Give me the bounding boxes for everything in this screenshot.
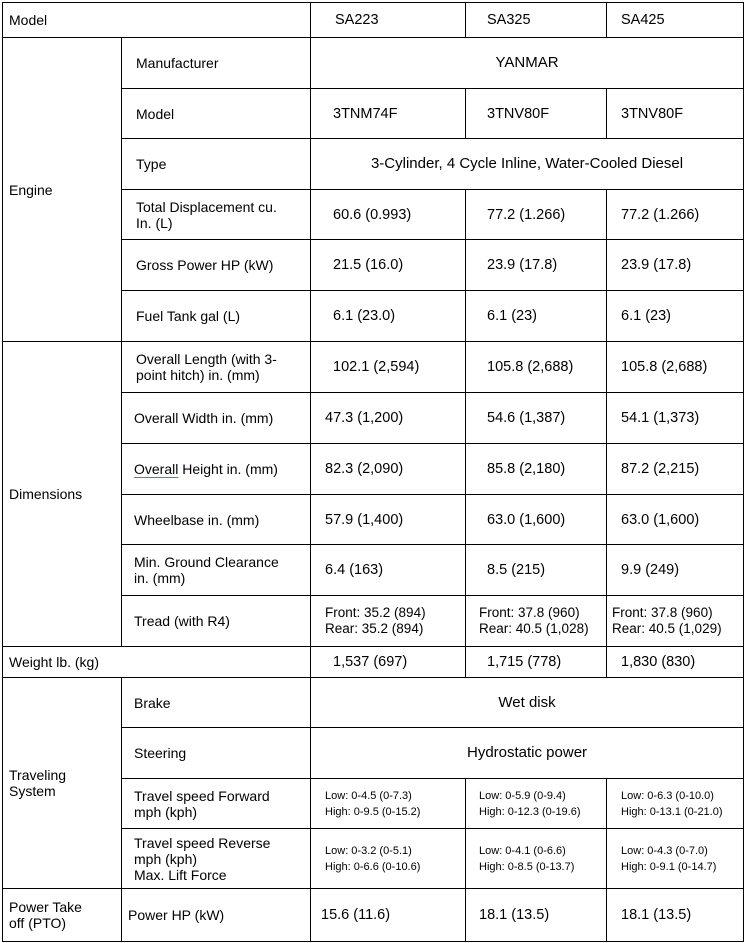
pto-power-sa223: 15.6 (11.6) <box>311 889 466 942</box>
weight-sa325: 1,715 (778) <box>466 647 607 678</box>
brake-row <box>3 678 744 728</box>
gross-power-sa425: 23.9 (17.8) <box>607 240 744 291</box>
overall-length-sa223: 102.1 (2,594) <box>311 342 466 393</box>
travel-reverse-sa425: Low: 0-4.3 (0-7.0) High: 0-9.1 (0-14.7) <box>607 829 744 889</box>
model-sa223: SA223 <box>311 3 466 38</box>
travel-forward-sa425: Low: 0-6.3 (0-10.0) High: 0-13.1 (0-21.0) <box>607 779 744 829</box>
travel-forward-sa223: Low: 0-4.5 (0-7.3) High: 0-9.5 (0-15.2) <box>311 779 466 829</box>
wheelbase-sa425: 63.0 (1,600) <box>607 495 744 545</box>
travel-forward-sa325: Low: 0-5.9 (0-9.4) High: 0-12.3 (0-19.6) <box>466 779 607 829</box>
displacement-sa223: 60.6 (0.993) <box>311 190 466 240</box>
engine-model-label: Model <box>122 89 311 139</box>
header-row <box>3 3 744 38</box>
pto-power-label: Power HP (kW) <box>122 889 311 942</box>
fuel-tank-label: Fuel Tank gal (L) <box>122 291 311 342</box>
pto-power-sa425: 18.1 (13.5) <box>607 889 744 942</box>
weight-sa223: 1,537 (697) <box>311 647 466 678</box>
group-dimensions: Dimensions <box>3 342 122 647</box>
overall-height-sa425: 87.2 (2,215) <box>607 444 744 495</box>
engine-type-value: 3-Cylinder, 4 Cycle Inline, Water-Cooled Diesel <box>311 139 744 190</box>
ground-clearance-label: Min. Ground Clearance in. (mm) <box>122 545 311 596</box>
tread-sa425: Front: 37.8 (960) Rear: 40.5 (1,029) <box>607 596 744 647</box>
engine-model-sa223: 3TNM74F <box>311 89 466 139</box>
displacement-sa425: 77.2 (1.266) <box>607 190 744 240</box>
overall-width-sa223: 47.3 (1,200) <box>311 393 466 444</box>
overall-height-sa325: 85.8 (2,180) <box>466 444 607 495</box>
wheelbase-sa223: 57.9 (1,400) <box>311 495 466 545</box>
tread-sa223: Front: 35.2 (894) Rear: 35.2 (894) <box>311 596 466 647</box>
weight-row <box>3 647 744 678</box>
wheelbase-sa325: 63.0 (1,600) <box>466 495 607 545</box>
fuel-tank-sa325: 6.1 (23) <box>466 291 607 342</box>
steering-value: Hydrostatic power <box>311 728 744 779</box>
brake-label: Brake <box>122 678 311 728</box>
manufacturer-label: Manufacturer <box>122 38 311 89</box>
engine-model-sa425: 3TNV80F <box>607 89 744 139</box>
engine-manufacturer-row <box>3 38 744 89</box>
travel-reverse-sa325: Low: 0-4.1 (0-6.6) High: 0-8.5 (0-13.7) <box>466 829 607 889</box>
spec-table <box>2 2 744 942</box>
pto-power-sa325: 18.1 (13.5) <box>466 889 607 942</box>
header-model-label: Model <box>3 3 311 38</box>
engine-model-sa325: 3TNV80F <box>466 89 607 139</box>
gross-power-sa325: 23.9 (17.8) <box>466 240 607 291</box>
group-engine: Engine <box>3 38 122 342</box>
travel-forward-label: Travel speed Forward mph (kph) <box>122 779 311 829</box>
overall-height-label: Overall Height in. (mm) <box>122 444 311 495</box>
overall-length-sa325: 105.8 (2,688) <box>466 342 607 393</box>
travel-reverse-label: Travel speed Reverse mph (kph) Max. Lift Force <box>122 829 311 889</box>
overall-height-sa223: 82.3 (2,090) <box>311 444 466 495</box>
model-sa325: SA325 <box>466 3 607 38</box>
wheelbase-label: Wheelbase in. (mm) <box>122 495 311 545</box>
displacement-sa325: 77.2 (1.266) <box>466 190 607 240</box>
weight-label: Weight lb. (kg) <box>3 647 311 678</box>
displacement-label: Total Displacement cu. In. (L) <box>122 190 311 240</box>
tread-sa325: Front: 37.8 (960) Rear: 40.5 (1,028) <box>466 596 607 647</box>
group-pto: Power Take off (PTO) <box>3 889 122 942</box>
overall-length-label: Overall Length (with 3- point hitch) in. (mm) <box>122 342 311 393</box>
ground-clearance-sa425: 9.9 (249) <box>607 545 744 596</box>
overall-width-sa325: 54.6 (1,387) <box>466 393 607 444</box>
overall-length-sa425: 105.8 (2,688) <box>607 342 744 393</box>
spellcheck-underline: Overall <box>134 461 179 477</box>
tread-label: Tread (with R4) <box>122 596 311 647</box>
group-traveling-system: Traveling System <box>3 678 122 889</box>
gross-power-sa223: 21.5 (16.0) <box>311 240 466 291</box>
overall-width-sa425: 54.1 (1,373) <box>607 393 744 444</box>
pto-row <box>3 889 744 942</box>
overall-length-row <box>3 342 744 393</box>
model-sa425: SA425 <box>607 3 744 38</box>
weight-sa425: 1,830 (830) <box>607 647 744 678</box>
fuel-tank-sa223: 6.1 (23.0) <box>311 291 466 342</box>
brake-value: Wet disk <box>311 678 744 728</box>
manufacturer-value: YANMAR <box>311 38 744 89</box>
engine-type-label: Type <box>122 139 311 190</box>
ground-clearance-sa223: 6.4 (163) <box>311 545 466 596</box>
ground-clearance-sa325: 8.5 (215) <box>466 545 607 596</box>
steering-label: Steering <box>122 728 311 779</box>
fuel-tank-sa425: 6.1 (23) <box>607 291 744 342</box>
travel-reverse-sa223: Low: 0-3.2 (0-5.1) High: 0-6.6 (0-10.6) <box>311 829 466 889</box>
overall-width-label: Overall Width in. (mm) <box>122 393 311 444</box>
gross-power-label: Gross Power HP (kW) <box>122 240 311 291</box>
